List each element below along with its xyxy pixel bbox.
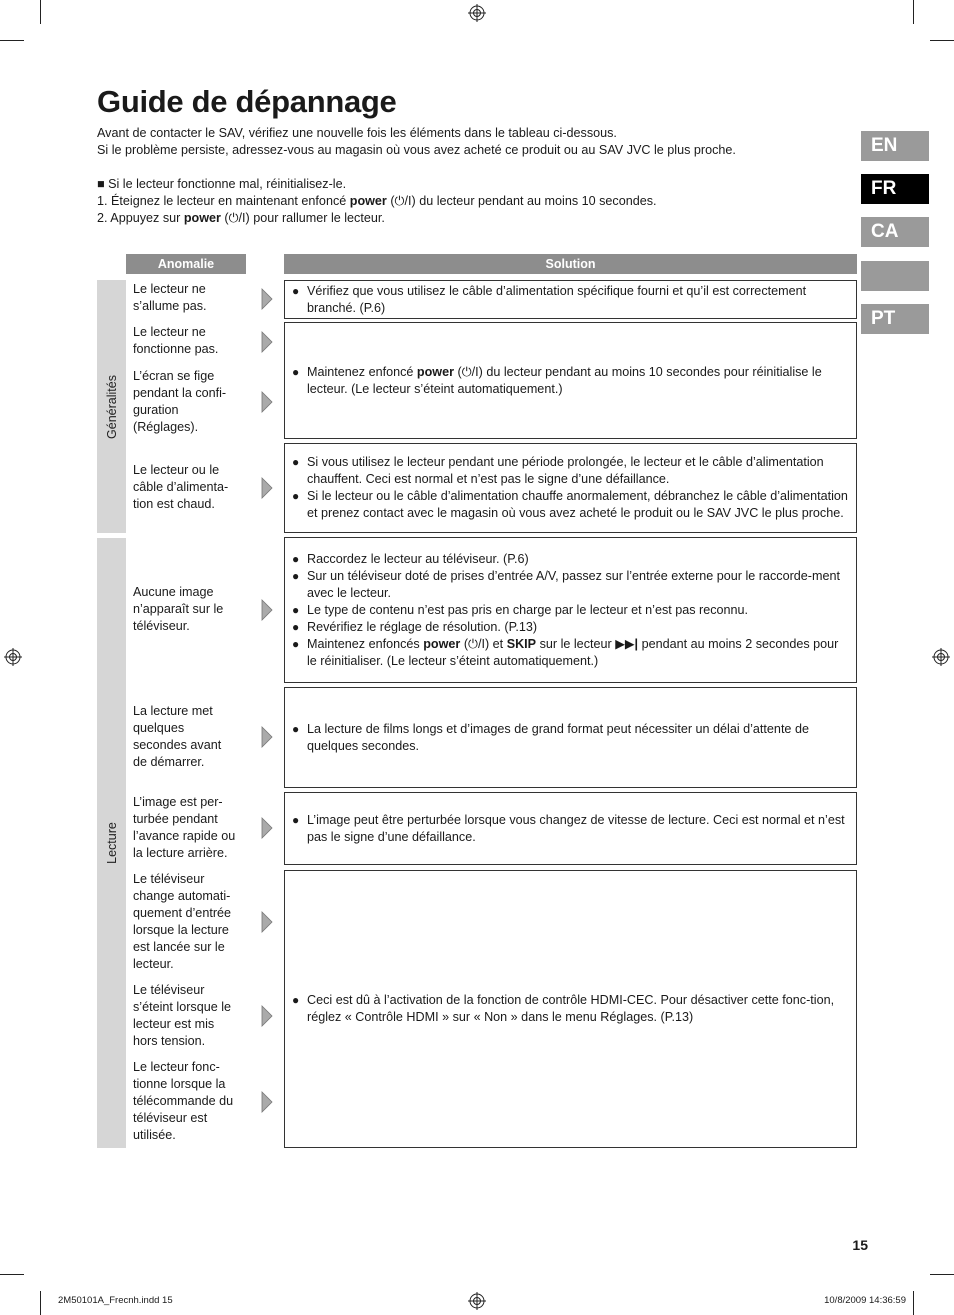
anomaly-item: Le lecteur ne fonctionne pas.	[133, 325, 219, 356]
footer-file: 2M50101A_Frecnh.indd 15	[58, 1295, 173, 1306]
solution-item: ● Si vous utilisez le lecteur pendant une période prolongée, le lecteur et le câble d’alimentation chauffent. Ceci est normal et n’est pas le signe d’une défaillance.	[292, 455, 824, 486]
skip-icon: ▶▶|	[615, 636, 639, 651]
solution-item: ● Ceci est dû à l’activation de la fonction de contrôle HDMI-CEC. Pour désactiver cette fonc-tion, réglez « Contrôle HDMI » sur « Non » dans le menu Réglages. (P.13)	[292, 993, 835, 1024]
solution-item: ● Vérifiez que vous utilisez le câble d’alimentation spécifique fourni et qu’il est correctement branché. (P.6)	[292, 283, 807, 315]
crop-mark	[0, 1274, 24, 1275]
registration-mark-icon	[4, 648, 22, 666]
arrow-right-icon	[259, 330, 275, 354]
solution-item: ● Sur un téléviseur doté de prises d’entrée A/V, passez sur l’entrée externe pour le raccorde-ment avec le lecteur.	[292, 568, 840, 600]
page-title: Guide de dépannage	[97, 84, 397, 119]
intro-line: Si le problème persiste, adressez-vous au magasin où vous avez acheté ce produit ou au SAV JVC le plus proche.	[97, 143, 736, 157]
registration-mark-icon	[468, 1292, 486, 1310]
reset-step-2: 2. Appuyez sur power (⏻/I) pour rallumer le lecteur.	[97, 211, 385, 225]
arrow-right-icon	[259, 725, 275, 749]
anomaly-item: Le téléviseur change automati-quement d’entrée lorsque la lecture est lancée sur le lecteur.	[133, 872, 232, 971]
footer-date: 10/8/2009 14:36:59	[824, 1295, 906, 1306]
anomaly-item: La lecture met quelques secondes avant de démarrer.	[133, 704, 222, 769]
language-tab-fr[interactable]: FR	[861, 174, 929, 204]
arrow-right-icon	[259, 390, 275, 414]
crop-mark	[40, 1291, 41, 1315]
crop-mark	[930, 1274, 954, 1275]
solution-box	[284, 537, 857, 683]
category-lecture: Lecture	[97, 538, 126, 1148]
solution-box	[284, 322, 857, 439]
anomaly-item: L’écran se fige pendant la confi-guration (Réglages).	[133, 369, 227, 434]
anomaly-item: L’image est per-turbée pendant l’avance rapide ou la lecture arrière.	[133, 795, 236, 860]
crop-mark	[930, 40, 954, 41]
arrow-right-icon	[259, 287, 275, 311]
reset-heading: ■ Si le lecteur fonctionne mal, réinitialisez-le.	[97, 177, 347, 191]
arrow-right-icon	[259, 1090, 275, 1114]
solution-box	[284, 870, 857, 1148]
anomaly-item: Le lecteur ne s’allume pas.	[133, 282, 207, 313]
solution-item: ● Raccordez le lecteur au téléviseur. (P.6)	[292, 551, 529, 566]
arrow-right-icon	[259, 476, 275, 500]
registration-mark-icon	[932, 648, 950, 666]
solution-item: ● Le type de contenu n’est pas pris en charge par le lecteur et n’est pas reconnu.	[292, 602, 749, 617]
registration-mark-icon	[468, 4, 486, 22]
language-tab-ca[interactable]: CA	[861, 217, 929, 247]
solution-item: ● L’image peut être perturbée lorsque vous changez de vitesse de lecture. Ceci est normal et n’est pas le signe d’une défaillance.	[292, 812, 845, 844]
solution-box	[284, 443, 857, 533]
language-tab-blank[interactable]	[861, 261, 929, 291]
category-generalites: Généralités	[97, 280, 126, 533]
reset-step-1: 1. Éteignez le lecteur en maintenant enfoncé power (⏻/I) du lecteur pendant au moins 10 secondes.	[97, 194, 657, 208]
solution-box	[284, 792, 857, 865]
page-number: 15	[852, 1237, 868, 1253]
solution-item: ● Revérifiez le réglage de résolution. (P.13)	[292, 619, 538, 634]
crop-mark	[913, 0, 914, 24]
arrow-right-icon	[259, 598, 275, 622]
solution-item: ● Maintenez enfoncé power (⏻/I) du lecteur pendant au moins 10 secondes pour réinitialise le lecteur. (Le lecteur s’éteint automatiquement.)	[292, 364, 822, 396]
solution-item: ● La lecture de films longs et d’images de grand format peut nécessiter un délai d’attente de quelques secondes.	[292, 721, 809, 753]
arrow-right-icon	[259, 1004, 275, 1028]
language-tab-en[interactable]: EN	[861, 131, 929, 161]
anomaly-item: Aucune image n’apparaît sur le téléviseur.	[133, 585, 224, 633]
crop-mark	[0, 40, 24, 41]
arrow-right-icon	[259, 910, 275, 934]
solution-box	[284, 687, 857, 788]
language-tab-pt[interactable]: PT	[861, 304, 929, 334]
intro-line: Avant de contacter le SAV, vérifiez une nouvelle fois les éléments dans le tableau ci-dessous.	[97, 126, 617, 140]
crop-mark	[40, 0, 41, 24]
anomaly-item: Le lecteur ou le câble d’alimenta-tion est chaud.	[133, 463, 229, 511]
header-anomalie: Anomalie	[126, 254, 246, 274]
solution-box	[284, 280, 857, 319]
solution-item: ● Maintenez enfoncés power (⏻/I) et SKIP sur le lecteur ▶▶| pendant au moins 2 secondes pour le réinitialiser. (Le lecteur s’éteint automatiquement.)	[292, 636, 839, 668]
header-solution: Solution	[284, 254, 857, 274]
crop-mark	[913, 1291, 914, 1315]
arrow-right-icon	[259, 816, 275, 840]
solution-item: ● Si le lecteur ou le câble d’alimentation chauffe anormalement, débranchez le câble d’alimentation et prenez contact avec le magasin où vous avez acheté le produit ou le SAV JVC le plus proche.	[292, 489, 848, 520]
anomaly-item: Le téléviseur s’éteint lorsque le lecteur est mis hors tension.	[133, 983, 232, 1048]
anomaly-item: Le lecteur fonc-tionne lorsque la télécommande du téléviseur est utilisée.	[133, 1060, 234, 1142]
